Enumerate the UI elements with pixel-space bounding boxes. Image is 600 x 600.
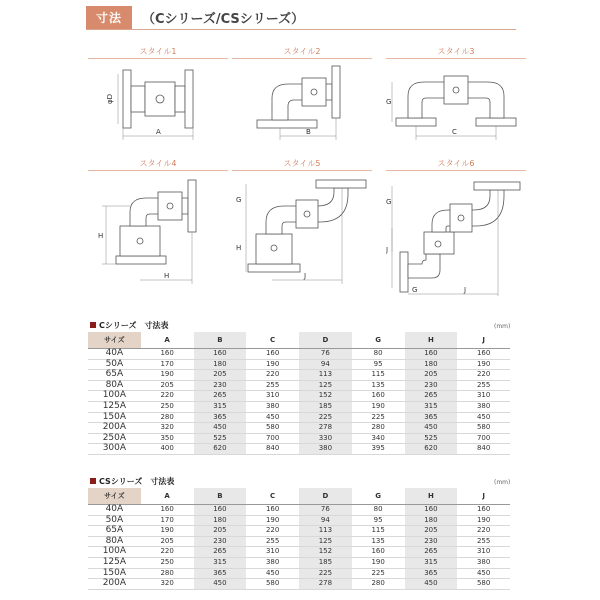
- value-cell: 280: [352, 423, 405, 434]
- value-cell: 170: [141, 359, 194, 370]
- table-row: [88, 359, 510, 370]
- value-cell: 525: [194, 433, 247, 444]
- value-cell: 160: [246, 505, 299, 516]
- value-cell: 310: [246, 391, 299, 402]
- value-cell: 113: [299, 370, 352, 381]
- value-cell: 190: [141, 526, 194, 537]
- cs-series-title: CSシリーズ 寸法表: [90, 476, 174, 487]
- value-cell: 310: [457, 547, 510, 558]
- value-cell: 95: [352, 515, 405, 526]
- value-cell: 160: [405, 505, 458, 516]
- value-cell: 220: [246, 370, 299, 381]
- size-cell: 125A: [88, 401, 141, 412]
- value-cell: 315: [194, 557, 247, 568]
- col-header-j: J: [457, 488, 510, 505]
- table-row: [88, 349, 510, 360]
- value-cell: 113: [299, 526, 352, 537]
- size-cell: 125A: [88, 557, 141, 568]
- style-3-diagram: [386, 46, 526, 146]
- value-cell: 350: [141, 433, 194, 444]
- value-cell: 280: [352, 579, 405, 590]
- value-cell: 380: [246, 557, 299, 568]
- value-cell: 700: [246, 433, 299, 444]
- dim-a: A: [156, 128, 161, 136]
- size-cell: 50A: [88, 359, 141, 370]
- value-cell: 450: [246, 568, 299, 579]
- page-header: [86, 6, 304, 28]
- bullet-square-icon: [90, 322, 96, 328]
- value-cell: 170: [141, 515, 194, 526]
- value-cell: 320: [141, 423, 194, 434]
- table-row: [88, 568, 510, 579]
- value-cell: 152: [299, 391, 352, 402]
- value-cell: 450: [405, 423, 458, 434]
- dim-h-vertical: H: [98, 232, 104, 240]
- value-cell: 94: [299, 359, 352, 370]
- col-header-j: J: [457, 332, 510, 349]
- table-row: [88, 505, 510, 516]
- value-cell: 840: [457, 444, 510, 455]
- col-header-size: サイズ: [88, 488, 141, 505]
- value-cell: 255: [457, 380, 510, 391]
- col-header-h: H: [405, 488, 458, 505]
- value-cell: 220: [141, 391, 194, 402]
- value-cell: 95: [352, 359, 405, 370]
- c-series-unit: (mm): [494, 323, 511, 330]
- value-cell: 620: [405, 444, 458, 455]
- value-cell: 185: [299, 557, 352, 568]
- value-cell: 278: [299, 579, 352, 590]
- size-cell: 65A: [88, 526, 141, 537]
- value-cell: 160: [405, 349, 458, 360]
- value-cell: 190: [352, 401, 405, 412]
- value-cell: 205: [405, 370, 458, 381]
- value-cell: 700: [457, 433, 510, 444]
- c-series-table: [88, 332, 510, 455]
- col-header-d: D: [299, 332, 352, 349]
- value-cell: 205: [194, 526, 247, 537]
- size-cell: 65A: [88, 370, 141, 381]
- table-row: [88, 433, 510, 444]
- value-cell: 265: [405, 391, 458, 402]
- value-cell: 450: [194, 423, 247, 434]
- table-row: [88, 391, 510, 402]
- value-cell: 265: [405, 547, 458, 558]
- value-cell: 220: [457, 526, 510, 537]
- value-cell: 380: [457, 401, 510, 412]
- style-6-diagram: [386, 158, 526, 298]
- value-cell: 365: [405, 412, 458, 423]
- value-cell: 190: [457, 515, 510, 526]
- style-4-label: スタイル4: [88, 158, 228, 171]
- value-cell: 160: [352, 391, 405, 402]
- value-cell: 80: [352, 349, 405, 360]
- value-cell: 190: [457, 359, 510, 370]
- size-cell: 80A: [88, 536, 141, 547]
- value-cell: 180: [194, 515, 247, 526]
- dim-c: C: [452, 128, 457, 136]
- size-cell: 50A: [88, 515, 141, 526]
- value-cell: 76: [299, 349, 352, 360]
- size-cell: 250A: [88, 433, 141, 444]
- dim-j-bottom: J: [464, 286, 467, 294]
- value-cell: 160: [457, 505, 510, 516]
- value-cell: 400: [141, 444, 194, 455]
- table-row: [88, 370, 510, 381]
- value-cell: 230: [405, 536, 458, 547]
- dim-b: B: [306, 128, 311, 136]
- value-cell: 620: [194, 444, 247, 455]
- dim-phi-d: φD: [106, 93, 114, 104]
- size-cell: 200A: [88, 423, 141, 434]
- value-cell: 220: [141, 547, 194, 558]
- value-cell: 525: [405, 433, 458, 444]
- size-cell: 200A: [88, 579, 141, 590]
- value-cell: 380: [246, 401, 299, 412]
- size-cell: 40A: [88, 349, 141, 360]
- value-cell: 280: [141, 568, 194, 579]
- value-cell: 225: [352, 568, 405, 579]
- value-cell: 265: [194, 547, 247, 558]
- value-cell: 160: [457, 349, 510, 360]
- table-row: [88, 412, 510, 423]
- value-cell: 250: [141, 557, 194, 568]
- value-cell: 280: [141, 412, 194, 423]
- col-header-c: C: [246, 488, 299, 505]
- table-header-row: [88, 488, 510, 505]
- value-cell: 580: [457, 423, 510, 434]
- value-cell: 450: [246, 412, 299, 423]
- dim-h-horizontal: H: [164, 272, 170, 280]
- value-cell: 230: [405, 380, 458, 391]
- size-cell: 100A: [88, 391, 141, 402]
- value-cell: 580: [246, 423, 299, 434]
- cs-series-unit: (mm): [494, 479, 511, 486]
- value-cell: 255: [457, 536, 510, 547]
- table-row: [88, 444, 510, 455]
- value-cell: 840: [246, 444, 299, 455]
- style-6-label: スタイル6: [386, 158, 526, 171]
- value-cell: 190: [352, 557, 405, 568]
- value-cell: 365: [194, 568, 247, 579]
- value-cell: 80: [352, 505, 405, 516]
- value-cell: 135: [352, 380, 405, 391]
- table-row: [88, 557, 510, 568]
- value-cell: 230: [194, 536, 247, 547]
- dim-g: G: [236, 196, 242, 204]
- style-5-diagram: [232, 158, 372, 288]
- value-cell: 255: [246, 380, 299, 391]
- size-cell: 150A: [88, 412, 141, 423]
- col-header-g: G: [352, 332, 405, 349]
- value-cell: 255: [246, 536, 299, 547]
- value-cell: 160: [141, 505, 194, 516]
- value-cell: 152: [299, 547, 352, 558]
- value-cell: 320: [141, 579, 194, 590]
- value-cell: 135: [352, 536, 405, 547]
- value-cell: 205: [141, 380, 194, 391]
- value-cell: 190: [246, 515, 299, 526]
- value-cell: 190: [246, 359, 299, 370]
- style-2-label: スタイル2: [232, 46, 372, 59]
- value-cell: 395: [352, 444, 405, 455]
- value-cell: 380: [457, 557, 510, 568]
- col-header-b: B: [194, 332, 247, 349]
- cs-series-table: [88, 488, 510, 590]
- value-cell: 205: [194, 370, 247, 381]
- page-title: （Cシリーズ/CSシリーズ）: [142, 11, 305, 27]
- value-cell: 340: [352, 433, 405, 444]
- size-cell: 80A: [88, 380, 141, 391]
- dim-h: H: [236, 244, 242, 252]
- style-2-diagram: [232, 46, 372, 146]
- value-cell: 220: [457, 370, 510, 381]
- value-cell: 94: [299, 515, 352, 526]
- size-cell: 150A: [88, 568, 141, 579]
- table-row: [88, 526, 510, 537]
- value-cell: 190: [141, 370, 194, 381]
- value-cell: 450: [405, 579, 458, 590]
- col-header-g: G: [352, 488, 405, 505]
- value-cell: 450: [457, 412, 510, 423]
- value-cell: 185: [299, 401, 352, 412]
- dim-g-top: G: [386, 198, 392, 206]
- col-header-h: H: [405, 332, 458, 349]
- value-cell: 580: [457, 579, 510, 590]
- value-cell: 115: [352, 526, 405, 537]
- col-header-a: A: [141, 332, 194, 349]
- style-1-label: スタイル1: [88, 46, 228, 59]
- table-row: [88, 536, 510, 547]
- value-cell: 310: [246, 547, 299, 558]
- value-cell: 160: [141, 349, 194, 360]
- table-row: [88, 515, 510, 526]
- value-cell: 315: [194, 401, 247, 412]
- value-cell: 125: [299, 536, 352, 547]
- value-cell: 160: [246, 349, 299, 360]
- value-cell: 230: [194, 380, 247, 391]
- value-cell: 125: [299, 380, 352, 391]
- value-cell: 76: [299, 505, 352, 516]
- value-cell: 380: [299, 444, 352, 455]
- value-cell: 250: [141, 401, 194, 412]
- dim-j-left: J: [386, 246, 389, 254]
- table-row: [88, 380, 510, 391]
- table-row: [88, 401, 510, 412]
- style-1-diagram: [88, 46, 228, 146]
- col-header-d: D: [299, 488, 352, 505]
- value-cell: 180: [194, 359, 247, 370]
- value-cell: 450: [194, 579, 247, 590]
- value-cell: 160: [194, 505, 247, 516]
- bullet-square-icon: [90, 478, 96, 484]
- header-divider: [86, 29, 516, 30]
- value-cell: 450: [457, 568, 510, 579]
- value-cell: 365: [194, 412, 247, 423]
- value-cell: 315: [405, 557, 458, 568]
- col-header-size: サイズ: [88, 332, 141, 349]
- value-cell: 115: [352, 370, 405, 381]
- value-cell: 278: [299, 423, 352, 434]
- size-cell: 40A: [88, 505, 141, 516]
- size-cell: 300A: [88, 444, 141, 455]
- section-tag: 寸法: [86, 6, 132, 29]
- value-cell: 365: [405, 568, 458, 579]
- value-cell: 160: [194, 349, 247, 360]
- value-cell: 225: [299, 568, 352, 579]
- dim-g: G: [386, 98, 392, 106]
- c-series-title: Cシリーズ 寸法表: [90, 320, 168, 331]
- value-cell: 315: [405, 401, 458, 412]
- style-5-label: スタイル5: [232, 158, 372, 171]
- value-cell: 330: [299, 433, 352, 444]
- col-header-c: C: [246, 332, 299, 349]
- value-cell: 180: [405, 359, 458, 370]
- value-cell: 225: [299, 412, 352, 423]
- col-header-a: A: [141, 488, 194, 505]
- value-cell: 220: [246, 526, 299, 537]
- table-row: [88, 547, 510, 558]
- size-cell: 100A: [88, 547, 141, 558]
- value-cell: 205: [405, 526, 458, 537]
- dim-g-bottom: G: [412, 286, 418, 294]
- table-row: [88, 423, 510, 434]
- table-row: [88, 579, 510, 590]
- dim-j: J: [304, 272, 307, 280]
- value-cell: 265: [194, 391, 247, 402]
- value-cell: 205: [141, 536, 194, 547]
- table-header-row: [88, 332, 510, 349]
- style-3-label: スタイル3: [386, 46, 526, 59]
- value-cell: 310: [457, 391, 510, 402]
- value-cell: 180: [405, 515, 458, 526]
- value-cell: 580: [246, 579, 299, 590]
- value-cell: 160: [352, 547, 405, 558]
- col-header-b: B: [194, 488, 247, 505]
- value-cell: 225: [352, 412, 405, 423]
- style-4-diagram: [88, 158, 228, 288]
